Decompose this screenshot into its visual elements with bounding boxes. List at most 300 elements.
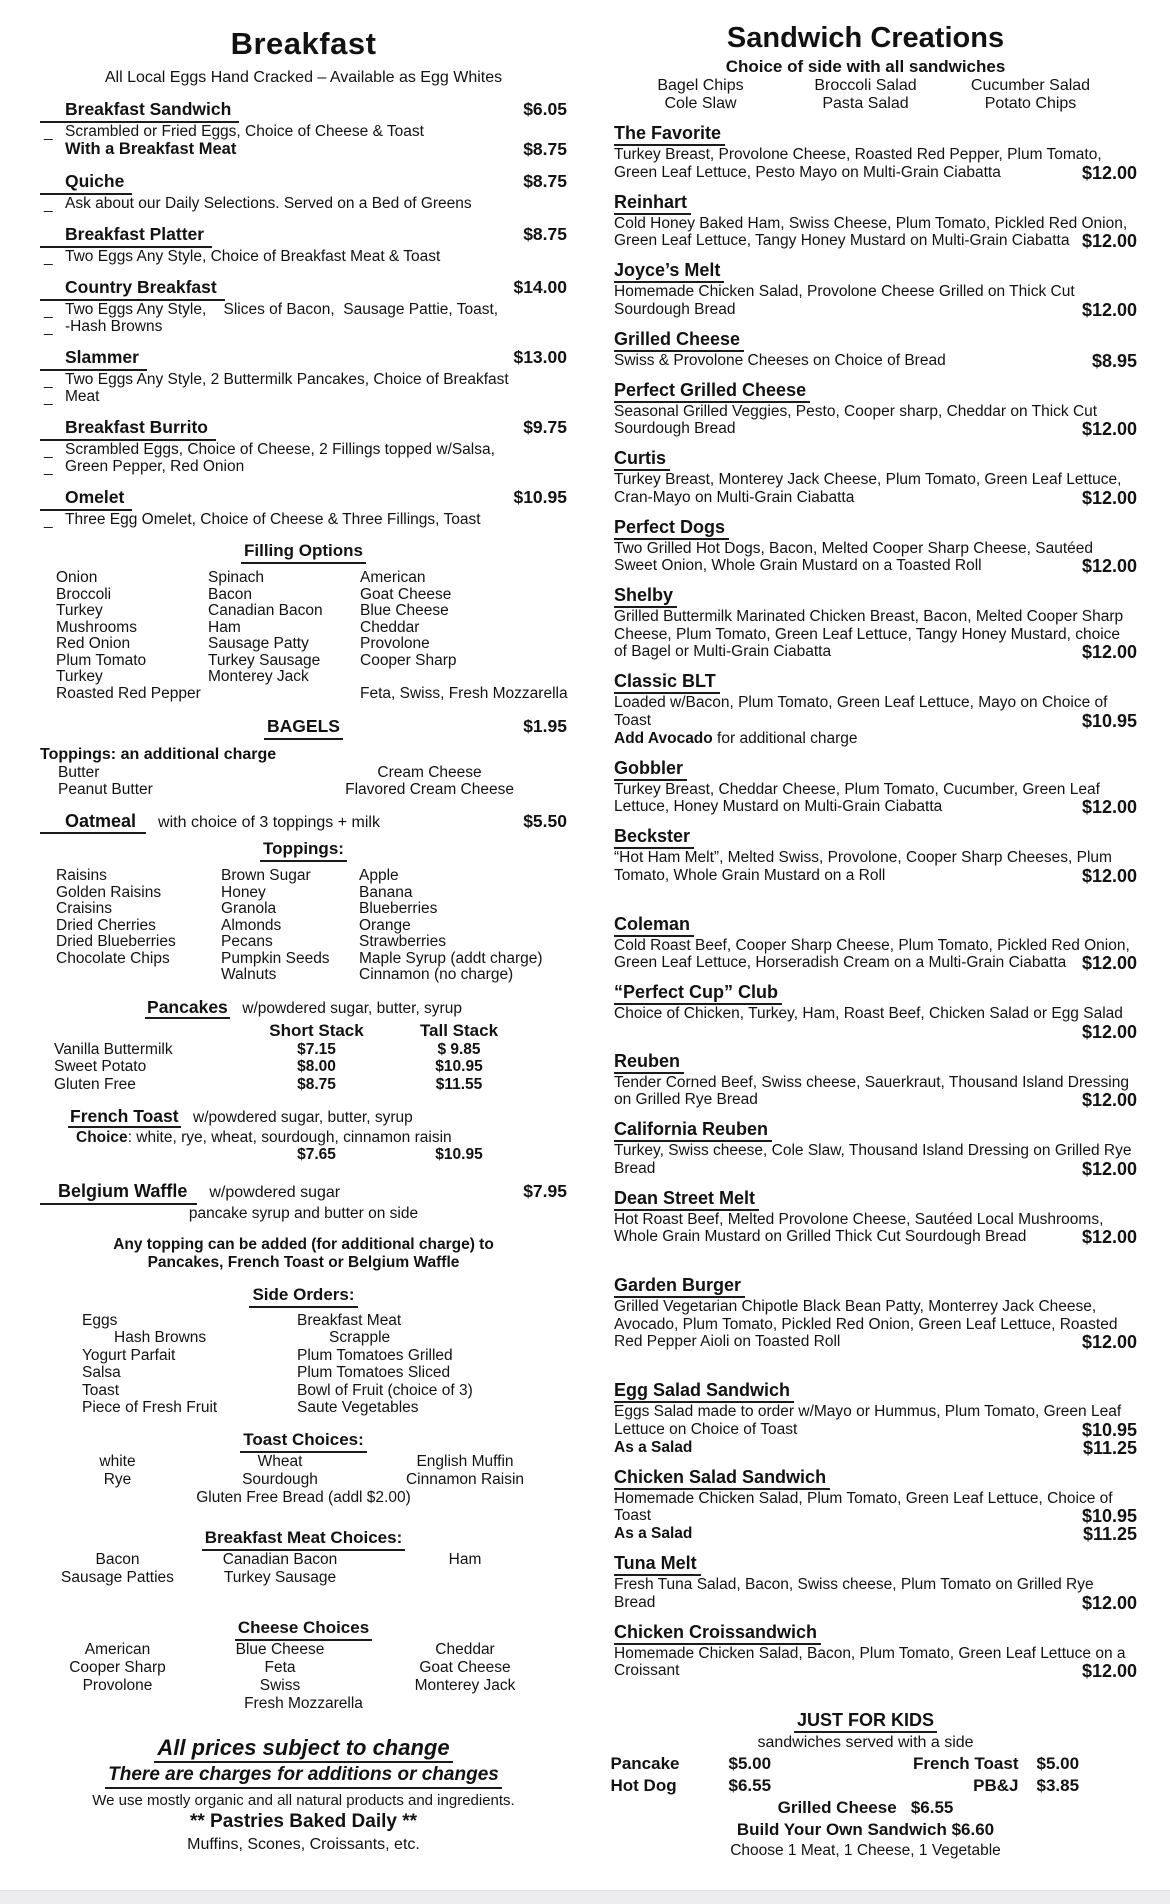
side-order-option: Hash Browns xyxy=(114,1329,207,1346)
kids-item-price: $5.00 xyxy=(728,1754,772,1773)
breakfast-footer xyxy=(40,1735,567,1856)
breakfast-subitem-name: With a Breakfast Meat xyxy=(65,140,237,158)
oatmeal-topping-option: Honey xyxy=(221,883,266,901)
sandwich-sides-list xyxy=(594,77,1137,113)
sandwich-item-addon xyxy=(614,730,1137,748)
cheese-choices-heading-row xyxy=(40,1617,567,1641)
sandwich-item xyxy=(594,1118,1137,1178)
oatmeal-topping-option: Chocolate Chips xyxy=(56,949,170,967)
side-orders-section xyxy=(40,1284,567,1417)
sandwich-item xyxy=(594,1379,1137,1457)
sandwich-item-name: The Favorite xyxy=(614,122,725,146)
breakfast-item-price: $8.75 xyxy=(523,224,567,244)
sandwich-item-name: Reuben xyxy=(614,1050,684,1074)
sandwich-item-desc: Homemade Chicken Salad, Provolone Cheese Grilled on Thick Cut Sourdough Bread $12.00 xyxy=(614,283,1137,320)
waffle-heading-row xyxy=(40,1180,567,1205)
breakfast-item-name: Breakfast Platter xyxy=(40,223,212,248)
breakfast-item-price: $13.00 xyxy=(513,347,567,367)
breakfast-column xyxy=(40,26,567,1856)
kids-byo-row xyxy=(594,1819,1137,1841)
oatmeal-topping-option: Banana xyxy=(359,883,413,901)
oatmeal-toppings-heading: Toppings: xyxy=(260,838,347,862)
sandwich-item-name: Classic BLT xyxy=(614,670,720,694)
pancake-tall-price: $11.55 xyxy=(435,1075,483,1093)
sandwich-item xyxy=(594,913,1137,973)
filling-option: Onion xyxy=(56,569,98,586)
side-order-option: Plum Tomatoes Sliced xyxy=(297,1364,451,1381)
sandwich-item-header xyxy=(614,122,1137,146)
sandwich-side-option: Pasta Salad xyxy=(822,95,909,112)
oatmeal-topping-option: Blueberries xyxy=(359,900,438,917)
pancake-flavor: Vanilla Buttermilk xyxy=(54,1040,173,1058)
oatmeal-topping-option: Pecans xyxy=(221,933,273,950)
sandwich-item-header xyxy=(614,670,1137,694)
oatmeal-topping-option: Orange xyxy=(359,916,411,934)
pancakes-heading-row xyxy=(40,996,567,1020)
sandwich-item-price: $12.00 xyxy=(1081,865,1137,886)
kids-item-label: French Toast xyxy=(913,1754,1019,1773)
sandwich-item-desc: Loaded w/Bacon, Plum Tomato, Green Leaf Lettuce, Mayo on Choice of Toast $10.95 xyxy=(614,694,1137,731)
oatmeal-topping-option: Brown Sugar xyxy=(221,867,311,884)
cheese-choice-option: Feta xyxy=(264,1658,296,1676)
side-order-option: Plum Tomatoes Grilled xyxy=(297,1346,453,1364)
pancake-short-price: $7.15 xyxy=(297,1040,336,1058)
sandwich-item-name: Chicken Croissandwich xyxy=(614,1621,821,1645)
filling-option: Red Onion xyxy=(56,635,131,652)
sandwich-item-desc: Fresh Tuna Salad, Bacon, Swiss cheese, Plum Tomato on Grilled Rye Bread $12.00 xyxy=(614,1576,1137,1613)
sandwich-addon-label: As a Salad xyxy=(614,1438,693,1456)
kids-item-label: Hot Dog xyxy=(610,1776,677,1795)
sandwich-item-name: Curtis xyxy=(614,447,670,471)
filling-options-section xyxy=(40,540,567,702)
sandwich-item-price: $12.00 xyxy=(1081,1227,1137,1247)
sandwich-item-header xyxy=(614,757,1137,781)
sandwich-column xyxy=(594,22,1137,1861)
oatmeal-price: $5.50 xyxy=(523,811,567,831)
sandwich-addon-text: for additional charge xyxy=(712,729,858,747)
sandwich-item-desc: Grilled Vegetarian Chipotle Black Bean Patty, Monterrey Jack Cheese, Avocado, Plum Tomato, Pickled Red Onion, Green Leaf Lettuce, Roasted Red Pepper Aioli on Toasted Roll $12.00 xyxy=(614,1298,1137,1352)
filling-option: Sausage Patty xyxy=(208,635,309,652)
breakfast-item xyxy=(40,416,567,475)
sandwich-item-desc: Turkey Breast, Cheddar Cheese, Plum Tomato, Cucumber, Green Leaf Lettuce, Honey Mustard on Multi-Grain Ciabatta $12.00 xyxy=(614,780,1137,817)
kids-heading-row xyxy=(594,1710,1137,1733)
sandwich-item-name: Perfect Dogs xyxy=(614,516,729,540)
filling-option: Canadian Bacon xyxy=(208,602,323,619)
cheese-choice-option: Cooper Sharp xyxy=(69,1658,166,1676)
oatmeal-topping-option: Granola xyxy=(221,900,277,917)
sandwich-item-header xyxy=(614,825,1137,849)
filling-column xyxy=(56,570,208,702)
sandwich-item-desc: Homemade Chicken Salad, Plum Tomato, Green Leaf Lettuce, Choice of Toast $10.95 xyxy=(614,1489,1137,1526)
filling-option: Spinach xyxy=(208,569,265,586)
breakfast-item-desc: _ Three Egg Omelet, Choice of Cheese & Three Fillings, Toast xyxy=(65,511,567,528)
sandwich-item-header xyxy=(614,259,1137,283)
meat-choice-option: Ham xyxy=(448,1550,482,1568)
filling-options-list xyxy=(40,570,567,702)
sandwich-item-desc: Tender Corned Beef, Swiss cheese, Sauerkraut, Thousand Island Dressing on Grilled Rye Bread $12.00 xyxy=(614,1073,1137,1110)
breakfast-item xyxy=(40,98,567,159)
meat-choices-list xyxy=(40,1551,567,1587)
sandwich-item xyxy=(594,516,1137,576)
sandwich-item xyxy=(594,981,1137,1041)
pancake-tall-price: $10.95 xyxy=(435,1058,483,1075)
sandwich-item-desc: “Hot Ham Melt”, Melted Swiss, Provolone, Cooper Sharp Cheeses, Plum Tomato, Whole Grain Mustard on a Roll $12.00 xyxy=(614,849,1137,886)
oatmeal-topping-option: Craisins xyxy=(56,900,112,917)
breakfast-item-subitem xyxy=(65,140,567,159)
kids-price-row xyxy=(611,1753,1121,1775)
kids-item-price: $5.00 xyxy=(1036,1754,1080,1773)
oatmeal-note: with choice of 3 toppings + milk xyxy=(158,814,380,831)
cheese-choices-footer: Fresh Mozzarella xyxy=(244,1694,363,1712)
sandwich-item-name: Dean Street Melt xyxy=(614,1187,759,1211)
bagel-topping-option: Flavored Cream Cheese xyxy=(345,781,514,798)
sandwich-item-name: Grilled Cheese xyxy=(614,328,744,352)
pancakes-note: w/powdered sugar, butter, syrup xyxy=(242,999,462,1017)
side-order-option: Scrapple xyxy=(329,1329,391,1346)
sandwich-item xyxy=(594,1621,1137,1681)
sandwich-item-header xyxy=(614,191,1137,215)
sandwich-item-name: Perfect Grilled Cheese xyxy=(614,379,810,403)
charges-note: There are charges for additions or changes xyxy=(105,1763,502,1789)
oatmeal-topping-option: Dried Cherries xyxy=(56,916,156,934)
french-toast-name: French Toast xyxy=(70,1106,179,1126)
meat-choices-heading: Breakfast Meat Choices: xyxy=(202,1527,405,1551)
breakfast-item-header xyxy=(65,170,567,195)
sandwich-item-header xyxy=(614,1621,1137,1645)
breakfast-subtitle: All Local Eggs Hand Cracked – Available as Egg Whites xyxy=(104,69,503,86)
side-orders-heading-row xyxy=(40,1284,567,1308)
kids-item-price: $3.85 xyxy=(1036,1776,1080,1795)
sandwich-addon-price: $11.25 xyxy=(1082,1437,1137,1458)
breakfast-item-header xyxy=(65,346,567,371)
sandwich-side-option: Potato Chips xyxy=(984,95,1077,112)
breakfast-items-list xyxy=(40,98,567,528)
sandwich-item-header xyxy=(614,516,1137,540)
cheese-choice-row xyxy=(40,1677,567,1695)
sandwich-item-desc: Homemade Chicken Salad, Bacon, Plum Tomato, Green Leaf Lettuce on a Croissant $12.00 xyxy=(614,1644,1137,1681)
cheese-choices-heading: Cheese Choices xyxy=(235,1617,372,1641)
breakfast-item-header xyxy=(65,486,567,511)
french-toast-choice-label: Choice xyxy=(76,1129,128,1146)
bagels-heading-row xyxy=(40,714,567,740)
oatmeal-topping-option: Maple Syrup (addt charge) xyxy=(359,949,543,967)
breakfast-item xyxy=(40,170,567,212)
meat-choice-option: Sausage Patties xyxy=(61,1568,174,1586)
french-toast-choice-line xyxy=(40,1129,567,1146)
filling-option: Provolone xyxy=(360,635,430,652)
filling-option: Ham xyxy=(208,618,241,636)
cheese-choices-list xyxy=(40,1641,567,1695)
side-order-option: Eggs xyxy=(82,1311,118,1329)
toast-choices-section xyxy=(40,1429,567,1507)
sandwich-item xyxy=(594,1050,1137,1110)
sandwich-item-price: $12.00 xyxy=(1081,299,1137,320)
sandwich-addon-label: As a Salad xyxy=(614,1525,693,1542)
sandwich-item-price: $12.00 xyxy=(1081,419,1137,439)
breakfast-item-price: $10.95 xyxy=(513,487,567,507)
kids-price-row xyxy=(611,1775,1121,1797)
cheese-choice-option: American xyxy=(84,1640,151,1658)
sandwich-item-price: $12.00 xyxy=(1081,1592,1137,1613)
sandwich-item xyxy=(594,1552,1137,1612)
oatmeal-topping-option: Golden Raisins xyxy=(56,883,162,901)
filling-option: Turkey xyxy=(56,602,103,619)
breakfast-item-price: $9.75 xyxy=(523,417,567,437)
kids-price-rows xyxy=(594,1753,1137,1797)
filling-option: Blue Cheese xyxy=(360,602,449,619)
sandwich-item-header xyxy=(614,1466,1137,1490)
sandwich-item-header xyxy=(614,379,1137,403)
pancake-flavor: Sweet Potato xyxy=(54,1058,147,1075)
cheese-choices-section xyxy=(40,1617,567,1713)
french-toast-spacer xyxy=(54,1146,249,1164)
cheese-choice-option: Monterey Jack xyxy=(414,1676,516,1694)
oatmeal-topping-option: Almonds xyxy=(221,916,282,934)
oatmeal-toppings-heading-row xyxy=(40,838,567,862)
sandwich-item-header xyxy=(614,981,1137,1005)
sandwich-item-desc: Choice of Chicken, Turkey, Ham, Roast Beef, Chicken Salad or Egg Salad $12.00 xyxy=(614,1005,1137,1042)
breakfast-item xyxy=(40,223,567,265)
oatmeal-topping-column xyxy=(56,868,221,984)
sandwich-item-price: $10.95 xyxy=(1081,710,1137,731)
sandwich-item-price: $12.00 xyxy=(1081,231,1137,251)
toast-choices-footer: Gluten Free Bread (addl $2.00) xyxy=(196,1488,411,1506)
sandwich-side-option: Bagel Chips xyxy=(657,77,744,94)
pancakes-col-header: Short Stack xyxy=(269,1020,364,1040)
sandwich-item-price: $12.00 xyxy=(1081,1661,1137,1681)
sandwich-side-option: Cucumber Salad xyxy=(970,77,1091,94)
filling-options-heading-row xyxy=(40,540,567,564)
filling-option: Turkey Sausage xyxy=(208,651,321,669)
breakfast-item-price: $6.05 xyxy=(523,99,567,119)
sandwich-item-name: Coleman xyxy=(614,913,694,937)
sandwich-item-name: Tuna Melt xyxy=(614,1552,701,1576)
side-orders-list xyxy=(40,1312,567,1417)
breakfast-item-header xyxy=(65,98,567,123)
sandwich-item-header xyxy=(614,1379,1137,1403)
sandwich-item-price: $12.00 xyxy=(1081,1332,1137,1352)
sandwich-item xyxy=(594,825,1137,885)
sandwich-item-price: $12.00 xyxy=(1081,162,1137,183)
cheese-choice-row xyxy=(40,1641,567,1659)
breakfast-item-name: Slammer xyxy=(40,346,147,371)
oatmeal-topping-option: Dried Blueberries xyxy=(56,933,176,950)
pancake-short-price: $8.00 xyxy=(297,1058,336,1075)
sandwich-item xyxy=(594,584,1137,661)
sandwich-item-header xyxy=(614,328,1137,352)
french-toast-tall-price: $10.95 xyxy=(435,1146,483,1163)
sandwich-item xyxy=(594,757,1137,817)
sandwich-item xyxy=(594,328,1137,370)
bagels-price: $1.95 xyxy=(523,716,567,736)
meat-choice-option: Turkey Sausage xyxy=(223,1568,337,1586)
bagel-topping-option: Cream Cheese xyxy=(377,764,482,781)
sandwich-item-desc: Hot Roast Beef, Melted Provolone Cheese, Sautéed Local Mushrooms, Whole Grain Mustard on Grilled Thick Cut Sourdough Bread $12.00 xyxy=(614,1210,1137,1247)
sandwich-addon-label: Add Avocado xyxy=(614,729,713,747)
french-toast-price-row xyxy=(40,1146,567,1164)
sandwich-item-price: $12.00 xyxy=(1081,556,1137,576)
cheese-choice-option: Goat Cheese xyxy=(419,1658,511,1676)
meat-choice-row xyxy=(40,1551,567,1569)
breakfast-item-name: Quiche xyxy=(40,170,132,195)
cheese-choice-option: Cheddar xyxy=(435,1640,495,1658)
oatmeal-topping-column xyxy=(359,868,567,984)
kids-byo-label: Build Your Own Sandwich xyxy=(736,1820,947,1839)
toast-choice-option: white xyxy=(99,1452,136,1470)
meat-choices-heading-row xyxy=(40,1527,567,1551)
sandwich-item-name: Shelby xyxy=(614,584,677,608)
toast-choice-option: Cinnamon Raisin xyxy=(405,1470,525,1488)
oatmeal-name: Oatmeal xyxy=(40,810,146,834)
sandwich-item-name: Reinhart xyxy=(614,191,691,215)
breakfast-item-header xyxy=(65,223,567,248)
pastries-note: ** Pastries Baked Daily ** xyxy=(189,1810,418,1832)
sandwich-item-name: Garden Burger xyxy=(614,1274,745,1298)
french-toast-note: w/powdered sugar, butter, syrup xyxy=(193,1109,413,1126)
sandwich-side-option: Cole Slaw xyxy=(664,95,737,112)
sandwich-items-list xyxy=(594,122,1137,1680)
side-order-option: Piece of Fresh Fruit xyxy=(82,1399,218,1416)
sandwich-subtitle: Choice of side with all sandwiches xyxy=(725,57,1006,76)
sandwich-item xyxy=(594,379,1137,439)
sandwich-item xyxy=(594,447,1137,507)
cheese-choice-option: Provolone xyxy=(82,1676,153,1694)
breakfast-item-desc: _ Scrambled or Fried Eggs, Choice of Cheese & Toast xyxy=(65,123,567,140)
cheese-choice-row xyxy=(40,1659,567,1677)
breakfast-item xyxy=(40,276,567,335)
prices-subject-note: All prices subject to change xyxy=(154,1735,452,1763)
breakfast-item-desc: _ Two Eggs Any Style, Slices of Bacon, Sausage Pattie, Toast, xyxy=(65,301,567,318)
footer-line2-row xyxy=(40,1763,567,1789)
sandwich-item-name: Gobbler xyxy=(614,757,687,781)
meat-choices-section xyxy=(40,1527,567,1587)
oatmeal-topping-option: Walnuts xyxy=(221,966,277,983)
filling-option: Goat Cheese xyxy=(360,585,452,603)
pancake-short-price: $8.75 xyxy=(297,1075,336,1093)
bagel-toppings-label: Toppings: an additional charge xyxy=(40,746,277,763)
breakfast-item-desc: _ Scrambled Eggs, Choice of Cheese, 2 Fillings topped w/Salsa, xyxy=(65,441,567,458)
breakfast-item-header xyxy=(65,416,567,441)
filling-options-heading: Filling Options xyxy=(241,540,366,564)
filling-option: Roasted Red Pepper xyxy=(56,684,201,702)
sandwich-item-price: $12.00 xyxy=(1081,642,1137,662)
side-orders-column xyxy=(297,1312,567,1417)
sandwich-item-desc: Cold Honey Baked Ham, Swiss Cheese, Plum Tomato, Pickled Red Onion, Green Leaf Lettuce, Tangy Honey Mustard on Multi-Grain Ciabatta $12.00 xyxy=(614,214,1137,251)
side-order-option: Yogurt Parfait xyxy=(82,1346,176,1364)
side-order-option: Breakfast Meat xyxy=(297,1311,402,1329)
sandwich-item xyxy=(594,122,1137,182)
toast-choices-heading-row xyxy=(40,1429,567,1453)
sandwich-item-desc: Turkey Breast, Provolone Cheese, Roasted Red Pepper, Plum Tomato, Green Leaf Lettuce, Pesto Mayo on Multi-Grain Ciabatta $12.00 xyxy=(614,146,1137,183)
french-toast-heading-row xyxy=(40,1105,567,1129)
sandwich-item-desc: Turkey Breast, Monterey Jack Cheese, Plum Tomato, Green Leaf Lettuce, Cran-Mayo on Multi-Grain Ciabatta $12.00 xyxy=(614,471,1137,508)
sandwich-item-name: Beckster xyxy=(614,825,694,849)
breakfast-item-name: Breakfast Burrito xyxy=(40,416,216,441)
toast-choices-list xyxy=(40,1453,567,1489)
sandwich-item-header xyxy=(614,584,1137,608)
sandwich-item-addon xyxy=(614,1439,1137,1457)
waffle-note: w/powdered sugar xyxy=(209,1183,341,1201)
sandwich-item-header xyxy=(614,1552,1137,1576)
sandwich-item xyxy=(594,1466,1137,1544)
breakfast-item-name: Country Breakfast xyxy=(40,276,225,301)
pancakes-col-spacer xyxy=(54,1020,249,1041)
filling-option: Broccoli xyxy=(56,585,112,603)
sandwich-item-price: $10.95 xyxy=(1081,1419,1137,1440)
meat-choice-row xyxy=(40,1569,567,1587)
kids-item-label: Pancake xyxy=(610,1754,680,1773)
bagel-toppings-list xyxy=(40,764,567,798)
oatmeal-toppings-list xyxy=(40,868,567,984)
sandwich-item-price: $12.00 xyxy=(1081,1090,1137,1110)
sandwich-item xyxy=(594,670,1137,748)
oatmeal-heading-row xyxy=(40,810,567,834)
sandwich-item-price: $12.00 xyxy=(1081,1021,1137,1042)
sandwich-title: Sandwich Creations xyxy=(726,22,1005,54)
oatmeal-topping-option: Apple xyxy=(359,867,399,884)
sandwich-item-name: Joyce’s Melt xyxy=(614,259,724,283)
pancakes-price-table xyxy=(40,1020,567,1094)
meat-choice-option: Bacon xyxy=(95,1550,140,1568)
toast-choice-row xyxy=(40,1453,567,1471)
toast-choice-row xyxy=(40,1471,567,1489)
side-order-option: Bowl of Fruit (choice of 3) xyxy=(297,1381,473,1399)
oatmeal-topping-option: Pumpkin Seeds xyxy=(221,949,330,967)
sandwich-item-name: Egg Salad Sandwich xyxy=(614,1379,794,1403)
french-toast-short-price: $7.65 xyxy=(297,1146,336,1163)
sandwich-item-name: California Reuben xyxy=(614,1118,772,1142)
kids-grilled-cheese-price: $6.55 xyxy=(910,1798,954,1817)
filling-option: Mushrooms xyxy=(56,618,137,636)
sandwich-item-desc: Turkey, Swiss cheese, Cole Slaw, Thousand Island Dressing on Grilled Rye Bread $12.00 xyxy=(614,1142,1137,1179)
waffle-note2: pancake syrup and butter on side xyxy=(188,1204,419,1222)
breakfast-item-desc: _ Ask about our Daily Selections. Served on a Bed of Greens xyxy=(65,195,567,212)
sandwich-item-header xyxy=(614,1187,1137,1211)
oatmeal-topping-option: Raisins xyxy=(56,867,107,884)
pancake-tall-price: $ 9.85 xyxy=(437,1040,481,1058)
filling-option: Cooper Sharp xyxy=(360,651,457,669)
toast-choice-option: Wheat xyxy=(257,1452,303,1470)
sandwich-item xyxy=(594,259,1137,319)
breakfast-item-name: Omelet xyxy=(40,486,132,511)
meat-choice-option xyxy=(365,1569,565,1587)
filling-option: Monterey Jack xyxy=(208,668,309,685)
breakfast-item-header xyxy=(65,276,567,301)
filling-option: American xyxy=(360,569,426,586)
sandwich-item-price: $10.95 xyxy=(1081,1506,1137,1526)
side-orders-heading: Side Orders: xyxy=(249,1284,357,1308)
sandwich-addon-price: $11.25 xyxy=(1082,1524,1137,1544)
sandwich-item-price: $8.95 xyxy=(1091,350,1137,371)
toast-choice-option: Rye xyxy=(103,1470,132,1488)
sandwich-item-price: $12.00 xyxy=(1081,797,1137,817)
breakfast-item xyxy=(40,346,567,405)
pastries-list: Muffins, Scones, Croissants, etc. xyxy=(187,1835,420,1853)
breakfast-item-price: $8.75 xyxy=(523,171,567,191)
kids-item-label: PB&J xyxy=(973,1776,1019,1795)
sandwich-item-addon xyxy=(614,1525,1137,1543)
kids-item-price: $6.55 xyxy=(728,1776,772,1795)
cheese-choice-option: Blue Cheese xyxy=(235,1640,325,1658)
breakfast-item-desc: _ Meat xyxy=(65,388,567,405)
french-toast-choice-options: : white, rye, wheat, sourdough, cinnamon raisin xyxy=(127,1129,452,1146)
filling-option: Plum Tomato xyxy=(56,651,147,669)
breakfast-item-price: $14.00 xyxy=(513,277,567,297)
breakfast-item-desc: _ -Hash Browns xyxy=(65,318,567,335)
sandwich-item-desc: Seasonal Grilled Veggies, Pesto, Cooper sharp, Cheddar on Thick Cut Sourdough Bread $12.00 xyxy=(614,402,1137,439)
waffle-price: $7.95 xyxy=(523,1180,567,1201)
sandwich-item-desc: Cold Roast Beef, Cooper Sharp Cheese, Plum Tomato, Pickled Red Onion, Green Leaf Lettuce, Horseradish Cream on a Multi-Grain Ciabatta $12.00 xyxy=(614,936,1137,973)
